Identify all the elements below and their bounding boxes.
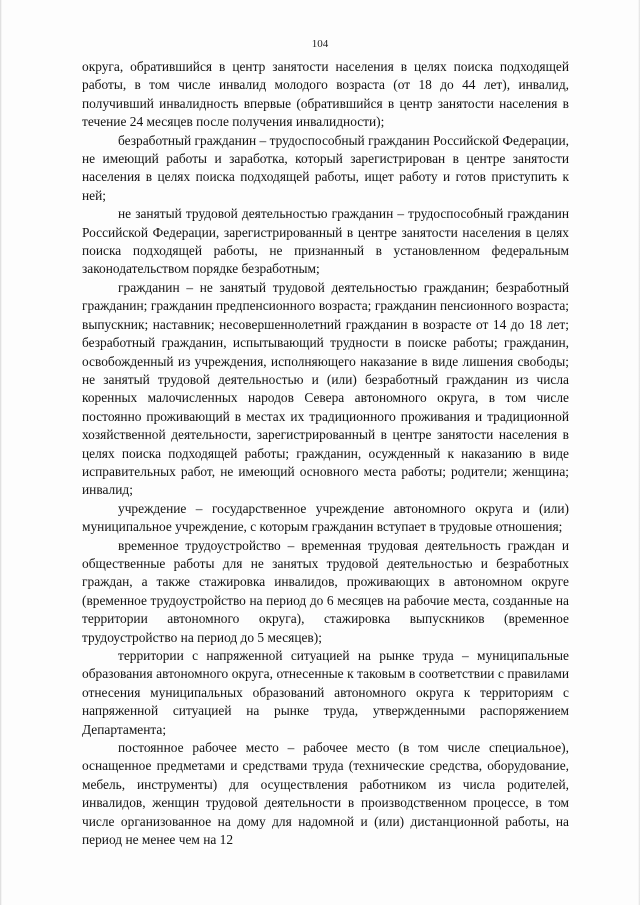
paragraph: постоянное рабочее место – рабочее место (в том числе специальное), оснащенное предметами и средствами труда (технические средства, оборудование, мебель, инструменты) для осуществления работником из числа родителей, инвалидов, женщин трудовой деятельности в производственном процессе, в том числе организованное на дому для надомной и (или) дистанционной работы, на период не менее чем на 12 [82, 740, 569, 848]
paragraph: учреждение – государственное учреждение автономного округа и (или) муниципальное учреждение, с которым гражданин вступает в трудовые отношения; [82, 500, 569, 535]
paragraph: округа, обратившийся в центр занятости населения в целях поиска подходящей работы, в том числе инвалид молодого возраста (от 18 до 44 лет), инвалид, получивший инвалидность впервые (обратившийся в центр занятости населения в течение 24 месяцев после получения инвалидности); [82, 59, 569, 130]
paragraph: безработный гражданин – трудоспособный гражданин Российской Федерации, не имеющий работы и заработка, который зарегистрирован в центре занятости населения в целях поиска подходящей работы, ищет работу и готов приступить к ней; [82, 132, 569, 203]
paragraph: гражданин – не занятый трудовой деятельностью гражданин; безработный гражданин; гражданин предпенсионного возраста; гражданин пенсионного возраста; выпускник; наставник; несовершеннолетний гражданин в возрасте от 14 до 18 лет; безработный гражданин, испытывающий трудности в поиске работы; гражданин, освобожденный из учреждения, исполняющего наказание в виде лишения свободы; не занятый трудовой деятельностью и (или) безработный гражданин из числа коренных малочисленных народов Севера автономного округа, в том числе постоянно проживающий в местах их традиционного проживания и традиционной хозяйственной деятельности, зарегистрированный в центре занятости населения в целях поиска подходящей работы; гражданин, осужденный к наказанию в виде исправительных работ, не имеющий основного места работы; родители; женщина; инвалид; [82, 279, 569, 498]
paragraph: временное трудоустройство – временная трудовая деятельность граждан и общественные работы для не занятых трудовой деятельностью и безработных граждан, а также стажировка инвалидов, проживающих в автономном округе (временное трудоустройство на период до 6 месяцев на рабочие места, созданные на территории автономного округа), стажировка выпускников (временное трудоустройство на период до 5 месяцев); [82, 537, 569, 645]
scan-edge-left [0, 0, 2, 905]
document-body [82, 58, 569, 849]
paragraph: территории с напряженной ситуацией на рынке труда – муниципальные образования автономного округа, отнесенные к таковым в соответствии с правилами отнесения муниципальных образований автономного округа к территориям с напряженной ситуацией на рынке труда, утвержденными распоряжением Департамента; [82, 648, 569, 737]
paragraph: не занятый трудовой деятельностью гражданин – трудоспособный гражданин Российской Федерации, зарегистрированный в центре занятости населения в целях поиска подходящей работы, не признанный в установленном федеральным законодательством порядке безработным; [82, 206, 569, 277]
page-number: 104 [311, 38, 329, 50]
